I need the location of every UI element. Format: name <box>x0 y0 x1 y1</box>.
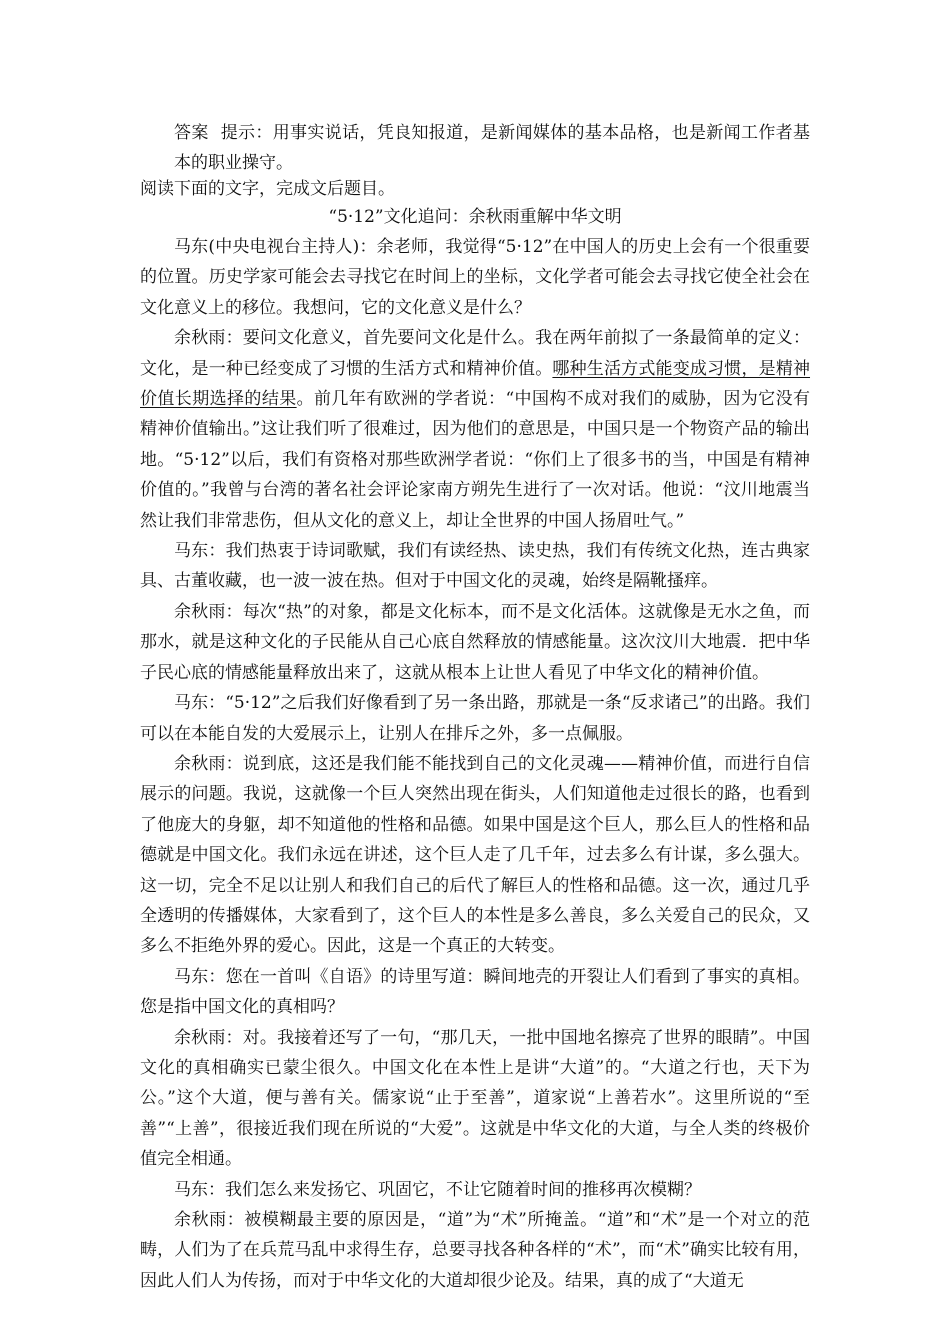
paragraph: 余秋雨：说到底，这还是我们能不能找到自己的文化灵魂——精神价值，而进行自信展示的问题。我说，这就像一个巨人突然出现在街头，人们知道他走过很长的路，也看到了他庞大的身躯，却不知道他的性格和品德。如果中国是这个巨人，那么巨人的性格和品德就是中国文化。我们永远在讲述，这个巨人走了几千年，过去多么有计谋，多么强大。这一切，完全不足以让别人和我们自己的后代了解巨人的性格和品德。这一次，通过几乎全透明的传播媒体，大家看到了，这个巨人的本性是多么善良，多么关爱自己的民众，又多么不拒绝外界的爱心。因此，这是一个真正的大转变。 <box>140 753 810 957</box>
answer-text: 提示：用事实说话，凭良知报道，是新闻媒体的基本品格，也是新闻工作者基本的职业操守。 <box>174 123 811 173</box>
paragraph <box>140 323 810 536</box>
paragraph: 余秋雨：每次“热”的对象，都是文化标本，而不是文化活体。这就像是无水之鱼，而那水，就是这种文化的子民能从自己心底自然释放的情感能量。这次汶川大地震．把中华子民心底的情感能量释放出来了，这就从根本上让世人看见了中华文化的精神价值。 <box>140 601 810 683</box>
paragraph-text: 余秋雨：要问文化意义，首先要问文化是什么。我在两年前拟了一条最简单的定义：文化，是一种已经变成了习惯的生活方式和精神价值。 <box>140 328 810 379</box>
paragraph: 马东：您在一首叫《自语》的诗里写道：瞬间地壳的开裂让人们看到了事实的真相。您是指中国文化的真相吗？ <box>140 966 810 1018</box>
paragraph: 马东：我们怎么来发扬它、巩固它，不让它随着时间的推移再次模糊？ <box>174 1179 701 1200</box>
article-body <box>140 232 810 1296</box>
paragraph: 余秋雨：被模糊最主要的原因是，“道”为“术”所掩盖。“道”和“术”是一个对立的范畴，人们为了在兵荒马乱中求得生存，总要寻找各种各样的“术”，而“术”确实比较有用，因此人们人为传扬，而对于中华文化的大道却很少论及。结果，真的成了“大道无 <box>140 1210 810 1291</box>
answer-label: 答案 <box>174 123 209 143</box>
answer-block <box>174 118 810 178</box>
paragraph: 马东：我们热衷于诗词歌赋，我们有读经热、读史热，我们有传统文化热，连古典家具、古董收藏，也一波一波在热。但对于中国文化的灵魂，始终是隔靴搔痒。 <box>140 541 810 592</box>
paragraph-text: 。前几年有欧洲的学者说：“中国构不成对我们的威胁，因为它没有精神价值输出。”这让我们听了很难过，因为他们的意思是，中国只是一个物资产品的输出地。“5·12”以后，我们有资格对那些欧洲学者说：“你们上了很多书的当，中国是有精神价值的。”我曾与台湾的著名社会评论家南方朔先生进行了一次对话。他说：“汶川地震当然让我们非常悲伤，但从文化的意义上，却让全世界的中国人扬眉吐气。” <box>140 389 810 531</box>
underlined-sentence: 哪种生活方式能变成习惯，是精神价值长期选择的结果 <box>140 358 811 410</box>
paragraph: 马东(中央电视台主持人)：余老师，我觉得“5·12”在中国人的历史上会有一个很重要的位置。历史学家可能会去寻找它在时间上的坐标，文化学者可能会去寻找它使全社会在文化意义上的移位。我想问，它的文化意义是什么？ <box>140 237 810 318</box>
reading-instruction: 阅读下面的文字，完成文后题目。 <box>140 179 395 199</box>
paragraph: 余秋雨：对。我接着还写了一句，“那几天，一批中国地名擦亮了世界的眼睛”。中国文化的真相确实已蒙尘很久。中国文化在本性上是讲“大道”的。“大道之行也，天下为公。”这个大道，便与善有关。儒家说“止于至善”，道家说“上善若水”。这里所说的“至善”“上善”，很接近我们现在所说的“大爱”。这就是中华文化的大道，与全人类的终极价值完全相通。 <box>140 1027 810 1170</box>
article-title: “5·12”文化追问：余秋雨重解中华文明 <box>328 207 622 227</box>
paragraph: 马东：“5·12”之后我们好像看到了另一条出路，那就是一条“反求诸己”的出路。我们可以在本能自发的大爱展示上，让别人在排斥之外，多一点佩服。 <box>140 693 810 744</box>
